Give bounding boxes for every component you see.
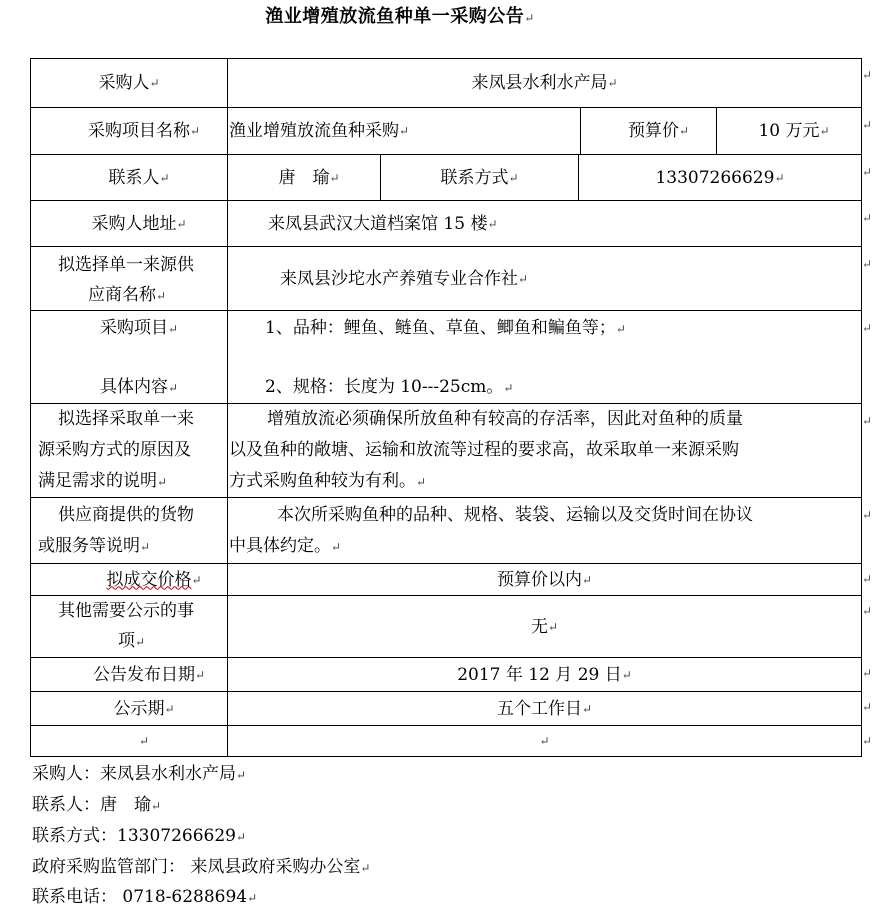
- budget-value: 10 万元 ↵: [758, 121, 830, 141]
- contact-label: 联系人 ↵: [108, 167, 170, 188]
- empty-cell-right: ↵: [539, 734, 550, 748]
- row-end-mark: ↵: [862, 666, 873, 680]
- price-value: 预算价以内 ↵: [496, 569, 593, 590]
- contact-method-value: 13307266629 ↵: [655, 167, 785, 188]
- content-item-1: 1、品种：鲤鱼、鲢鱼、草鱼、鲫鱼和鳊鱼等；↵: [265, 318, 626, 338]
- contact-value: 唐 瑜 ↵: [278, 167, 340, 188]
- budget-label: 预算价 ↵: [627, 121, 690, 141]
- date-label: 公告发布日期 ↵: [92, 664, 206, 685]
- project-name-value: 渔业增殖放流鱼种采购 ↵: [229, 121, 410, 141]
- other-value: 无 ↵: [530, 616, 559, 637]
- content-item-2: 2、规格：长度为 10---25cm。↵: [265, 377, 514, 397]
- row-end-mark: ↵: [862, 321, 873, 335]
- row-end-mark: ↵: [862, 604, 873, 618]
- reason-label: 拟选择采取单一来 源采购方式的原因及 满足需求的说明↵: [38, 409, 194, 491]
- goods-text: 本次所采购鱼种的品种、规格、装袋、运输以及交货时间在协议 中具体约定。↵: [229, 505, 753, 556]
- row-end-mark: ↵: [862, 118, 873, 132]
- row-end-mark: ↵: [862, 414, 873, 428]
- address-value: 来凤县武汉大道档案馆 15 楼 ↵: [268, 213, 498, 234]
- row-end-mark: ↵: [862, 734, 873, 748]
- empty-cell-left: ↵: [138, 734, 150, 748]
- footer-phone: 联系电话： 0718-6288694↵: [32, 887, 258, 907]
- date-value: 2017 年 12 月 29 日 ↵: [457, 664, 632, 685]
- supplier-value: 来凤县沙坨水产养殖专业合作社 ↵: [280, 268, 529, 289]
- content-label: 采购项目↵: [100, 318, 179, 338]
- row-end-mark: ↵: [862, 68, 873, 82]
- row-end-mark: ↵: [862, 257, 873, 271]
- row-end-mark: ↵: [862, 165, 873, 179]
- address-label: 采购人地址 ↵: [91, 213, 187, 234]
- footer-method: 联系方式：13307266629↵: [32, 826, 247, 846]
- content-label-line2: 具体内容↵: [100, 377, 179, 397]
- period-label: 公示期 ↵: [113, 698, 175, 719]
- footer-purchaser: 采购人：来凤县水利水产局↵: [32, 764, 247, 784]
- price-label: 拟成交价格 ↵: [106, 569, 202, 590]
- supplier-label: 拟选择单一来源供 应商名称↵: [58, 255, 194, 305]
- row-end-mark: ↵: [862, 572, 873, 586]
- period-value: 五个工作日 ↵: [496, 698, 593, 719]
- goods-label: 供应商提供的货物 或服务等说明↵: [38, 505, 194, 556]
- footer-supervisor: 政府采购监管部门： 来凤县政府采购办公室↵: [32, 857, 371, 877]
- row-end-mark: ↵: [862, 211, 873, 225]
- row-end-mark: ↵: [862, 700, 873, 714]
- row-end-mark: ↵: [862, 508, 873, 522]
- other-label: 其他需要公示的事 项↵: [58, 601, 194, 651]
- footer-contact: 联系人：唐 瑜↵: [32, 795, 162, 815]
- project-name-label: 采购项目名称 ↵: [87, 121, 201, 141]
- reason-text: 增殖放流必须确保所放鱼种有较高的存活率，因此对鱼种的质量 以及鱼种的敞塘、运输和放流等过程的要求高，故采取单一来源采购 方式采购鱼种较为有利。↵: [229, 409, 743, 491]
- contact-method-label: 联系方式 ↵: [440, 167, 519, 188]
- purchaser-value: 来凤县水利水产局 ↵: [471, 73, 618, 93]
- purchaser-label: 采购人 ↵: [98, 73, 160, 93]
- document-title: 渔业增殖放流鱼种单一采购公告↵: [265, 6, 535, 27]
